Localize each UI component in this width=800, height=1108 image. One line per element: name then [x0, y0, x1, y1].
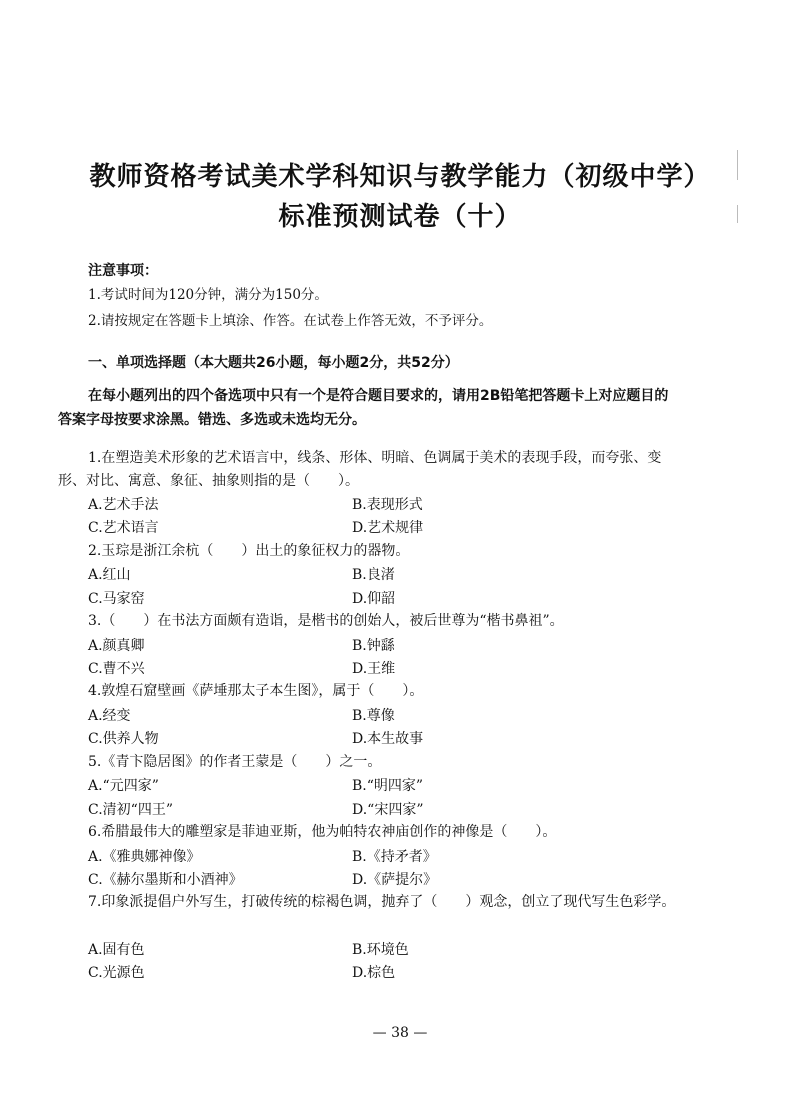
- option-d: D.仰韶: [352, 591, 396, 607]
- option-d: D.王维: [352, 661, 396, 677]
- option-c: C.曹不兴: [88, 661, 145, 677]
- note-item: 2.请按规定在答题卡上填涂、作答。在试卷上作答无效，不予评分。: [88, 313, 493, 329]
- question-text: 6.希腊最伟大的雕塑家是菲迪亚斯，他为帕特农神庙创作的神像是（ ）。: [88, 824, 557, 840]
- question-text: 1.在塑造美术形象的艺术语言中，线条、形体、明暗、色调属于美术的表现手段，而夸张、变形、对比、寓意、象征、抽象则指的是（ ）。: [58, 450, 662, 489]
- question-text: 3.（ ）在书法方面颇有造诣，是楷书的创始人，被后世尊为“楷书鼻祖”。: [88, 613, 564, 629]
- question-text: 7.印象派提倡户外写生，打破传统的棕褐色调，抛弃了（ ）观念，创立了现代写生色彩学。: [88, 894, 676, 910]
- option-a: A.固有色: [88, 942, 145, 958]
- option-d: D.“宋四家”: [352, 802, 424, 818]
- option-b: B.“明四家”: [352, 778, 424, 794]
- option-c: C.光源色: [88, 965, 145, 981]
- option-b: B.《持矛者》: [352, 849, 437, 865]
- option-b: B.钟繇: [352, 638, 395, 654]
- question-text: 2.玉琮是浙江余杭（ ）出土的象征权力的器物。: [88, 543, 410, 559]
- option-b: B.良渚: [352, 567, 395, 583]
- section-instruction: 在每小题列出的四个备选项中只有一个是符合题目要求的，请用2B铅笔把答题卡上对应题目的答案字母按要求涂黑。错选、多选或未选均无分。: [58, 388, 669, 428]
- option-c: C.清初“四王”: [88, 802, 173, 818]
- option-d: D.棕色: [352, 965, 396, 981]
- page-number: — 38 —: [372, 1025, 428, 1041]
- option-d: D.艺术规律: [352, 520, 424, 536]
- option-b: B.环境色: [352, 942, 409, 958]
- option-c: C.艺术语言: [88, 520, 159, 536]
- note-item: 1.考试时间为120分钟，满分为150分。: [88, 287, 328, 303]
- option-a: A.红山: [88, 567, 131, 583]
- option-a: A.艺术手法: [88, 497, 159, 513]
- question-text: 5.《青卞隐居图》的作者王蒙是（ ）之一。: [88, 754, 382, 770]
- option-a: A.颜真卿: [88, 638, 145, 654]
- option-c: C.马家窑: [88, 591, 145, 607]
- option-a: A.《雅典娜神像》: [88, 849, 201, 865]
- question-text: 4.敦煌石窟壁画《萨埵那太子本生图》，属于（ ）。: [88, 683, 424, 699]
- section-heading: 一、单项选择题（本大题共26小题，每小题2分，共52分）: [88, 355, 459, 371]
- option-a: A.“元四家”: [88, 778, 159, 794]
- option-a: A.经变: [88, 708, 131, 724]
- option-c: C.供养人物: [88, 731, 159, 747]
- notes-heading: 注意事项：: [88, 263, 158, 279]
- option-d: D.《萨提尔》: [352, 872, 438, 888]
- option-c: C.《赫尔墨斯和小酒神》: [88, 872, 243, 888]
- exam-title-line1: 教师资格考试美术学科知识与教学能力（初级中学）: [89, 162, 711, 192]
- option-b: B.表现形式: [352, 497, 423, 513]
- option-b: B.尊像: [352, 708, 395, 724]
- option-d: D.本生故事: [352, 731, 424, 747]
- exam-title-line2: 标准预测试卷（十）: [278, 202, 522, 232]
